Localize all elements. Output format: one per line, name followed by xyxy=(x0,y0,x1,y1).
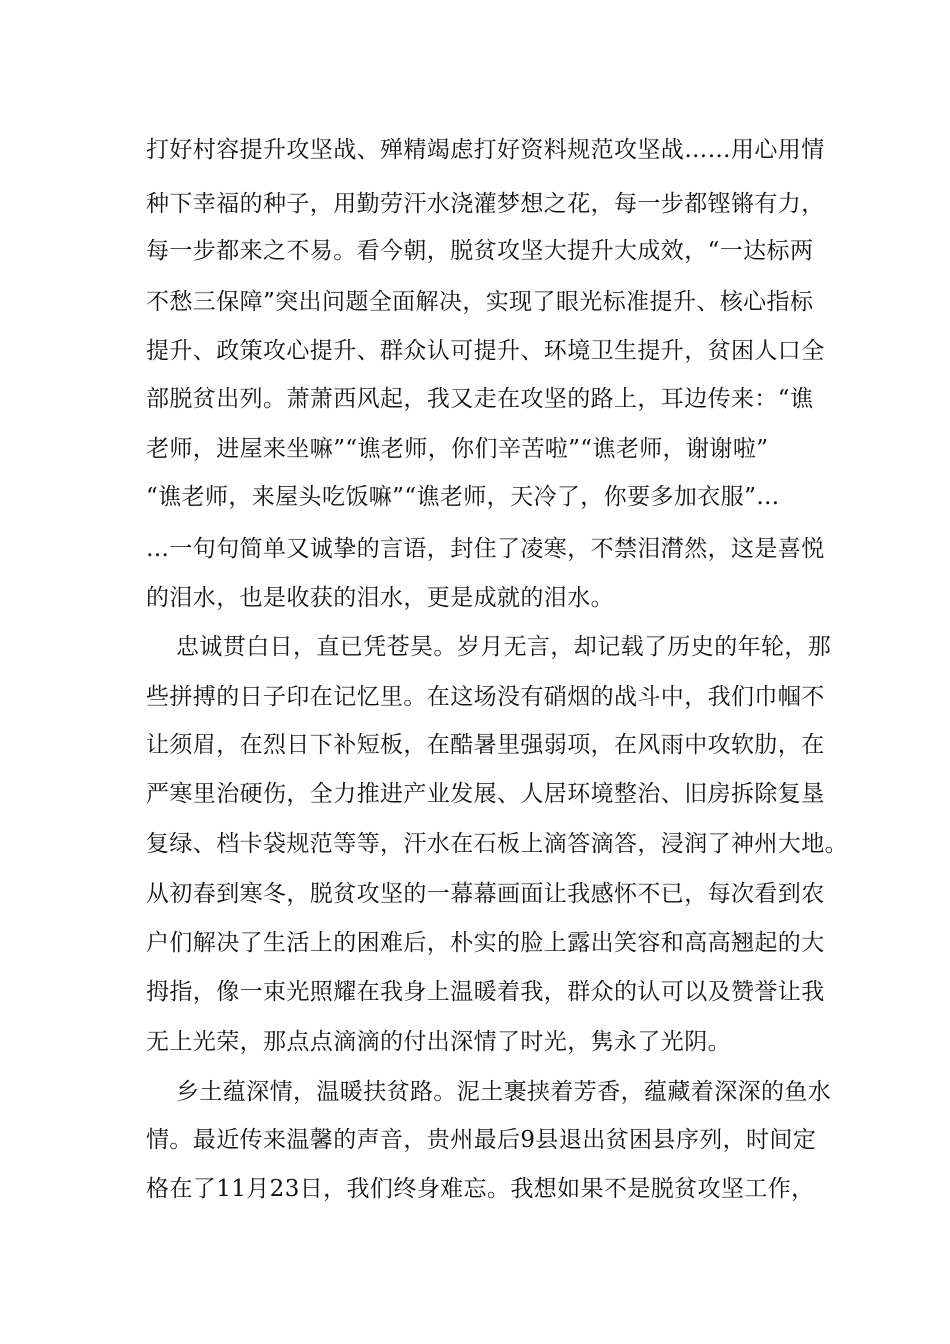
text-line: 拇指，像一束光照耀在我身上温暖着我，群众的认可以及赞誉让我 xyxy=(146,979,825,1005)
text-line: 户们解决了生活上的困难后，朴实的脸上露出笑容和高高翘起的大 xyxy=(146,930,825,956)
text-line: 老师，进屋来坐嘛”“谯老师，你们辛苦啦”“谯老师，谢谢啦” xyxy=(146,436,769,462)
text-line: 从初春到寒冬，脱贫攻坚的一幕幕画面让我感怀不已，每次看到农 xyxy=(146,881,825,907)
text-line: 的泪水，也是收获的泪水，更是成就的泪水。 xyxy=(146,585,614,611)
text-line: 每一步都来之不易。看今朝，脱贫攻坚大提升大成效，“一达标两 xyxy=(146,238,814,264)
text-line: 些拼搏的日子印在记忆里。在这场没有硝烟的战斗中，我们巾帼不 xyxy=(146,684,825,710)
text-line: 部脱贫出列。萧萧西风起，我又走在攻坚的路上，耳边传来：“谯 xyxy=(146,386,814,412)
text-line: 种下幸福的种子，用勤劳汗水浇灌梦想之花，每一步都铿锵有力， xyxy=(146,191,825,217)
document-body xyxy=(146,0,848,1344)
text-line: 复绿、档卡袋规范等等，汗水在石板上滴答滴答，浸润了神州大地。 xyxy=(146,831,848,857)
paragraph-first-line: 忠诚贯白日，直已凭苍昊。岁月无言，却记载了历史的年轮，那 xyxy=(176,634,832,660)
text-line: “谯老师，来屋头吃饭嘛”“谯老师，天冷了，你要多加衣服”… xyxy=(146,484,780,510)
text-line: 情。最近传来温馨的声音，贵州最后9县退出贫困县序列，时间定 xyxy=(146,1127,817,1153)
text-line: 严寒里治硬伤，全力推进产业发展、人居环境整治、旧房拆除复垦 xyxy=(146,781,825,807)
paragraph-first-line: 乡土蕴深情，温暖扶贫路。泥土裹挟着芳香，蕴藏着深深的鱼水 xyxy=(176,1079,832,1105)
text-line: 格在了11月23日，我们终身难忘。我想如果不是脱贫攻坚工作， xyxy=(146,1176,815,1202)
text-line: 无上光荣，那点点滴滴的付出深情了时光，隽永了光阴。 xyxy=(146,1029,731,1055)
text-line: …一句句简单又诚挚的言语，封住了凌寒，不禁泪潸然，这是喜悦 xyxy=(146,536,825,562)
text-line: 打好村容提升攻坚战、殚精竭虑打好资料规范攻坚战……用心用情 xyxy=(146,137,825,163)
text-line: 提升、政策攻心提升、群众认可提升、环境卫生提升，贫困人口全 xyxy=(146,338,825,364)
text-line: 让须眉，在烈日下补短板，在酷暑里强弱项，在风雨中攻软肋，在 xyxy=(146,732,825,758)
text-line: 不愁三保障”突出问题全面解决，实现了眼光标准提升、核心指标 xyxy=(146,289,814,315)
